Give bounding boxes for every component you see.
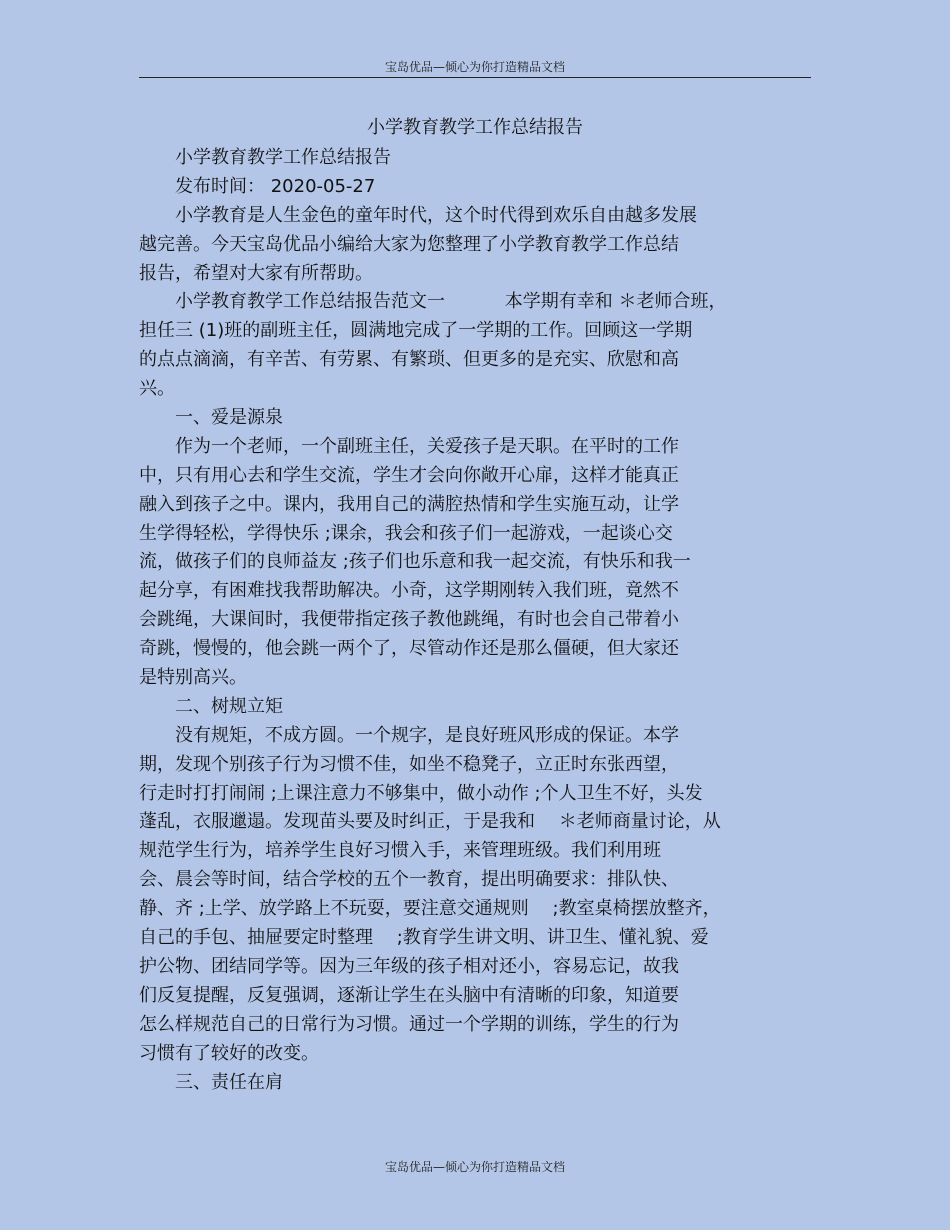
paragraph-line: 小学教育教学工作总结报告范文一 本学期有幸和 ＊老师合班， — [175, 291, 727, 313]
paragraph-line: 中，只有用心去和学生交流，学生才会向你敞开心扉，这样才能真正 — [139, 464, 679, 486]
paragraph-line: 越完善。今天宝岛优品小编给大家为您整理了小学教育教学工作总结 — [139, 233, 679, 255]
paragraph-line: 担任三 (1)班的副班主任，圆满地完成了一学期的工作。回顾这一学期 — [139, 320, 693, 342]
paragraph-line: 会跳绳，大课间时，我便带指定孩子教他跳绳，有时也会自己带着小 — [139, 609, 679, 631]
document-body — [139, 144, 799, 1097]
paragraph-line: 静、齐 ;上学、放学路上不玩耍，要注意交通规则 ;教室桌椅摆放整齐， — [139, 898, 721, 920]
section-heading: 三、责任在肩 — [175, 1071, 283, 1093]
paragraph-line: 流，做孩子们的良师益友 ;孩子们也乐意和我一起交流，有快乐和我一 — [139, 551, 691, 573]
paragraph-line: 报告，希望对大家有所帮助。 — [139, 262, 373, 284]
paragraph-line: 蓬乱，衣服邋遢。发现苗头要及时纠正，于是我和 ＊老师商量讨论，从 — [139, 811, 721, 833]
paragraph-line: 自己的手包、抽屉要定时整理 ;教育学生讲文明、讲卫生、懂礼貌、爱 — [139, 927, 709, 949]
paragraph-line: 奇跳，慢慢的，他会跳一两个了，尽管动作还是那么僵硬，但大家还 — [139, 638, 679, 660]
document-title: 小学教育教学工作总结报告 — [367, 117, 583, 138]
publish-date-line: 发布时间： 2020-05-27 — [175, 175, 376, 197]
paragraph-line: 习惯有了较好的改变。 — [139, 1042, 319, 1064]
section-heading: 二、树规立矩 — [175, 695, 283, 717]
paragraph-line: 会、晨会等时间，结合学校的五个一教育，提出明确要求：排队快、 — [139, 869, 679, 891]
paragraph-line: 规范学生行为，培养学生良好习惯入手，来管理班级。我们利用班 — [139, 840, 661, 862]
section-heading: 一、爱是源泉 — [175, 407, 283, 429]
paragraph-line: 起分享，有困难找我帮助解决。小奇，这学期刚转入我们班，竟然不 — [139, 580, 679, 602]
paragraph-line: 小学教育是人生金色的童年时代，这个时代得到欢乐自由越多发展 — [175, 204, 697, 226]
subtitle-line: 小学教育教学工作总结报告 — [175, 147, 391, 168]
paragraph-line: 作为一个老师，一个副班主任，关爱孩子是天职。在平时的工作 — [175, 435, 679, 457]
paragraph-line: 融入到孩子之中。课内，我用自己的满腔热情和学生实施互动，让学 — [139, 493, 679, 515]
page-footer: 宝岛优品—倾心为你打造精品文档 — [384, 1160, 565, 1174]
paragraph-line: 期，发现个别孩子行为习惯不佳，如坐不稳凳子，立正时东张西望， — [139, 753, 679, 775]
paragraph-line: 怎么样规范自己的日常行为习惯。通过一个学期的训练，学生的行为 — [139, 1013, 679, 1035]
paragraph-line: 没有规矩，不成方圆。一个规字，是良好班风形成的保证。本学 — [175, 724, 679, 746]
paragraph-line: 们反复提醒，反复强调，逐渐让学生在头脑中有清晰的印象，知道要 — [139, 984, 679, 1006]
paragraph-line: 是特别高兴。 — [139, 667, 247, 689]
paragraph-line: 行走时打打闹闹 ;上课注意力不够集中，做小动作 ;个人卫生不好，头发 — [139, 782, 703, 804]
paragraph-line: 生学得轻松，学得快乐 ;课余，我会和孩子们一起游戏，一起谈心交 — [139, 522, 673, 544]
page-header: 宝岛优品—倾心为你打造精品文档 — [384, 60, 565, 74]
paragraph-line: 的点点滴滴，有辛苦、有劳累、有繁琐、但更多的是充实、欣慰和高 — [139, 349, 679, 371]
header-divider — [139, 77, 811, 78]
paragraph-line: 兴。 — [139, 378, 175, 400]
paragraph-line: 护公物、团结同学等。因为三年级的孩子相对还小，容易忘记，故我 — [139, 955, 679, 977]
